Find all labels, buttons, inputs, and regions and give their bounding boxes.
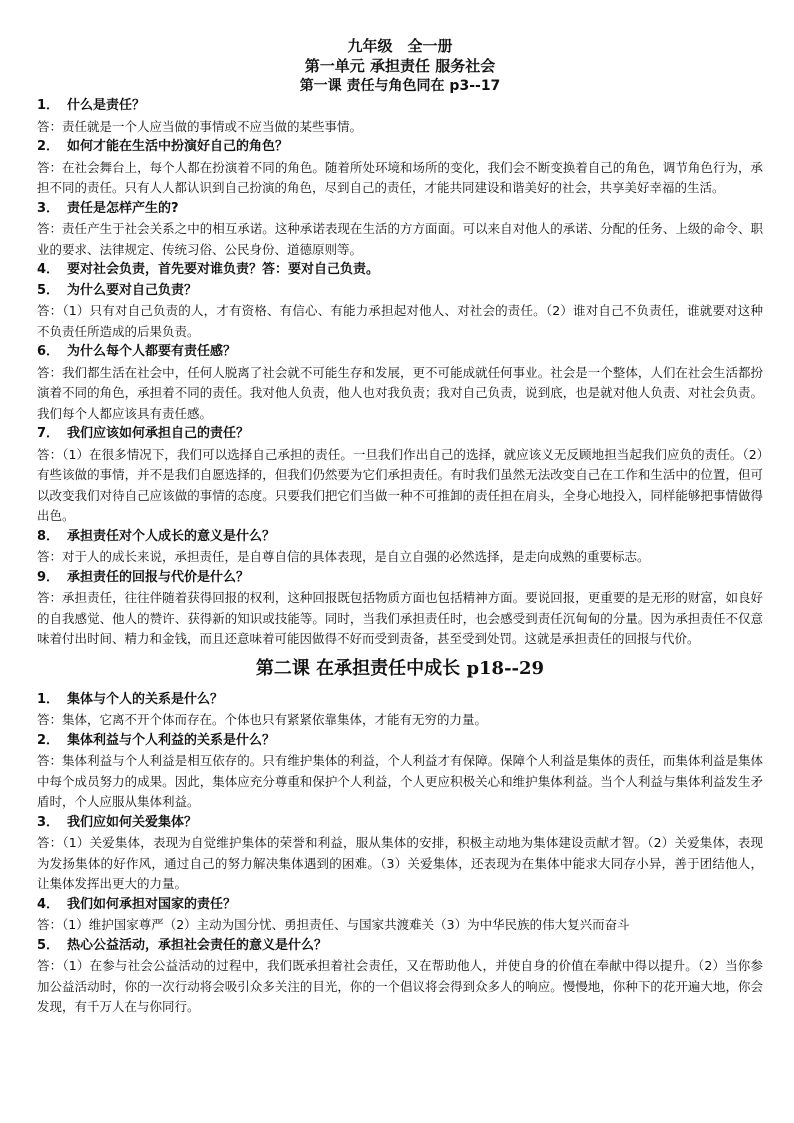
question-text: 要对社会负责，首先要对谁负责？答：要对自己负责。 (67, 262, 380, 277)
question-number: 8． (37, 528, 60, 544)
answer-text: 答：我们都生活在社会中，任何人脱离了社会就不可能生存和发展，更不可能成就任何事业。社会是一个整体，人们在社会生活都扮演着不同的角色，承担着不同的责任。我对他人负责，他人也对我负责；我对自己负责，说到底，也是就对他人负责、对社会负责。我们每个人都应该具有责任感。 (37, 364, 763, 421)
answer-text: 答：（1）关爱集体，表现为自觉维护集体的荣誉和利益，服从集体的安排，积极主动地为集体建设贡献才智。（2）关爱集体，表现为发扬集体的好作风，通过自己的努力解决集体遇到的困难。（3）关爱集体，还表现为在集体中能求大同存小异，善于团结他人，让集体发挥出更大的力量。 (37, 835, 763, 891)
question (37, 731, 763, 752)
question (37, 813, 763, 834)
question (37, 527, 763, 548)
question-number: 1． (37, 691, 60, 707)
question (37, 260, 763, 281)
question-text: 责任是怎样产生的? (67, 200, 179, 216)
answer-text: 答：对于人的成长来说，承担责任，是自尊自信的具体表现，是自立自强的必然选择，是走向成熟的重要标志。 (37, 549, 650, 564)
question-text: 我们如何承担对国家的责任？ (67, 896, 237, 912)
question-number: 9． (37, 569, 60, 585)
answer-text: 答：承担责任，往往伴随着获得回报的权利，这种回报既包括物质方面也包括精神方面。要说回报，更重要的是无形的财富，如良好的自我感觉、他人的赞许、获得新的知识或技能等。同时，当我们承担责任时，也会感受到责任沉甸甸的分量。因为承担责任不仅意味着付出时间、精力和金钱，而且还意味着可能因做得不好而受到责备，甚至受到处罚。这就是承担责任的回报与代价。 (37, 590, 763, 646)
question (37, 137, 763, 158)
question-text: 集体与个人的关系是什么？ (67, 691, 224, 707)
question (37, 424, 763, 445)
question-number: 4． (37, 896, 60, 912)
question-text: 热心公益活动，承担社会责任的意义是什么？ (67, 937, 328, 953)
question-text: 如何才能在生活中扮演好自己的角色？ (67, 139, 289, 154)
question-number: 2． (37, 732, 60, 748)
question-number: 7． (37, 426, 60, 441)
question-number: 3． (37, 814, 60, 830)
question-text: 我们应如何关爱集体？ (67, 814, 198, 830)
question-text: 什么是责任？ (67, 98, 146, 113)
question (37, 690, 763, 711)
answer-text: 答：集体利益与个人利益是相互依存的。只有维护集体的利益，个人利益才有保障。保障个人利益是集体的责任，而集体利益是集体中每个成员努力的成果。因此，集体应充分尊重和保护个人利益，个人更应积极关心和维护集体利益。当个人利益与集体利益发生矛盾时，个人应服从集体利益。 (37, 753, 763, 809)
answer-text: 答：（1）在很多情况下，我们可以选择自己承担的责任。一旦我们作出自己的选择，就应该义无反顾地担当起我们应负的责任。（2）有些该做的事情，并不是我们自愿选择的，但我们仍然要为它们承担责任。有时我们虽然无法改变自己在工作和生活中的位置，但可以改变我们对待自己应该做的事情的态度。只要我们把它们当做一种不可推卸的责任担在肩头，全身心地投入，同样能够把事情做得出色。 (37, 446, 763, 523)
lesson1-section (37, 96, 763, 650)
answer-text: 答：（1）在参与社会公益活动的过程中，我们既承担着社会责任，又在帮助他人，并使自身的价值在奉献中得以提升。（2）当你参加公益活动时，你的一次行动将会吸引众多关注的目光，你的一个倡议将会得到众多人的响应。慢慢地，你种下的花开遍大地，你会发现，有千万人在与你同行。 (37, 958, 763, 1014)
lesson1-title: 第一课 责任与角色同在 p3--17 (299, 78, 501, 94)
answer-text: 答：在社会舞台上，每个人都在扮演着不同的角色。随着所处环境和场所的变化，我们会不断变换着自己的角色，调节角色行为，承担不同的责任。只有人人都认识到自己扮演的角色，尽到自己的责任，才能共同建设和谐美好的社会，共享美好幸福的生活。 (37, 159, 763, 195)
question-number: 2． (37, 139, 60, 154)
answer-text: 答：责任产生于社会关系之中的相互承诺。这种承诺表现在生活的方方面面。可以来自对他人的承诺、分配的任务、上级的命令、职业的要求、法律规定、传统习俗、公民身份、道德原则等。 (37, 221, 763, 257)
answer-text: 答：（1）维护国家尊严（2）主动为国分忧、勇担责任、与国家共渡难关（3）为中华民族的伟大复兴而奋斗 (37, 917, 630, 932)
question-number: 5． (37, 282, 60, 298)
question-number: 1． (37, 98, 60, 113)
question-text: 为什么每个人都要有责任感？ (67, 344, 237, 359)
question-text: 集体利益与个人利益的关系是什么？ (67, 732, 276, 748)
answer-text: 答：（1）只有对自己负责的人，才有资格、有信心、有能力承担起对他人、对社会的责任。（2）谁对自己不负责任，谁就要对这种不负责任所造成的后果负责。 (37, 303, 763, 339)
question-number: 5． (37, 937, 60, 953)
question-text: 承担责任对个人成长的意义是什么？ (67, 528, 276, 544)
question (37, 895, 763, 916)
question (37, 281, 763, 302)
lesson2-section (37, 690, 763, 1018)
question (37, 342, 763, 363)
question-text: 承担责任的回报与代价是什么？ (67, 569, 250, 585)
lesson2-title: 第二课 在承担责任中成长 p18--29 (255, 657, 545, 679)
document-page (37, 36, 763, 1018)
question-number: 3． (37, 200, 60, 216)
answer-text: 答：集体，它离不开个体而存在。个体也只有紧紧依靠集体，才能有无穷的力量。 (37, 712, 488, 727)
question (37, 568, 763, 589)
unit-title: 第一单元 承担责任 服务社会 (304, 57, 496, 75)
question (37, 199, 763, 220)
question-number: 6． (37, 344, 60, 359)
question-number: 4． (37, 262, 60, 277)
question-text: 我们应该如何承担自己的责任？ (67, 426, 250, 441)
question-text: 为什么要对自己负责？ (67, 282, 198, 298)
answer-text: 答：责任就是一个人应当做的事情或不应当做的某些事情。 (37, 118, 363, 134)
question (37, 936, 763, 957)
grade-title: 九年级 全一册 (347, 37, 453, 55)
question (37, 96, 763, 117)
